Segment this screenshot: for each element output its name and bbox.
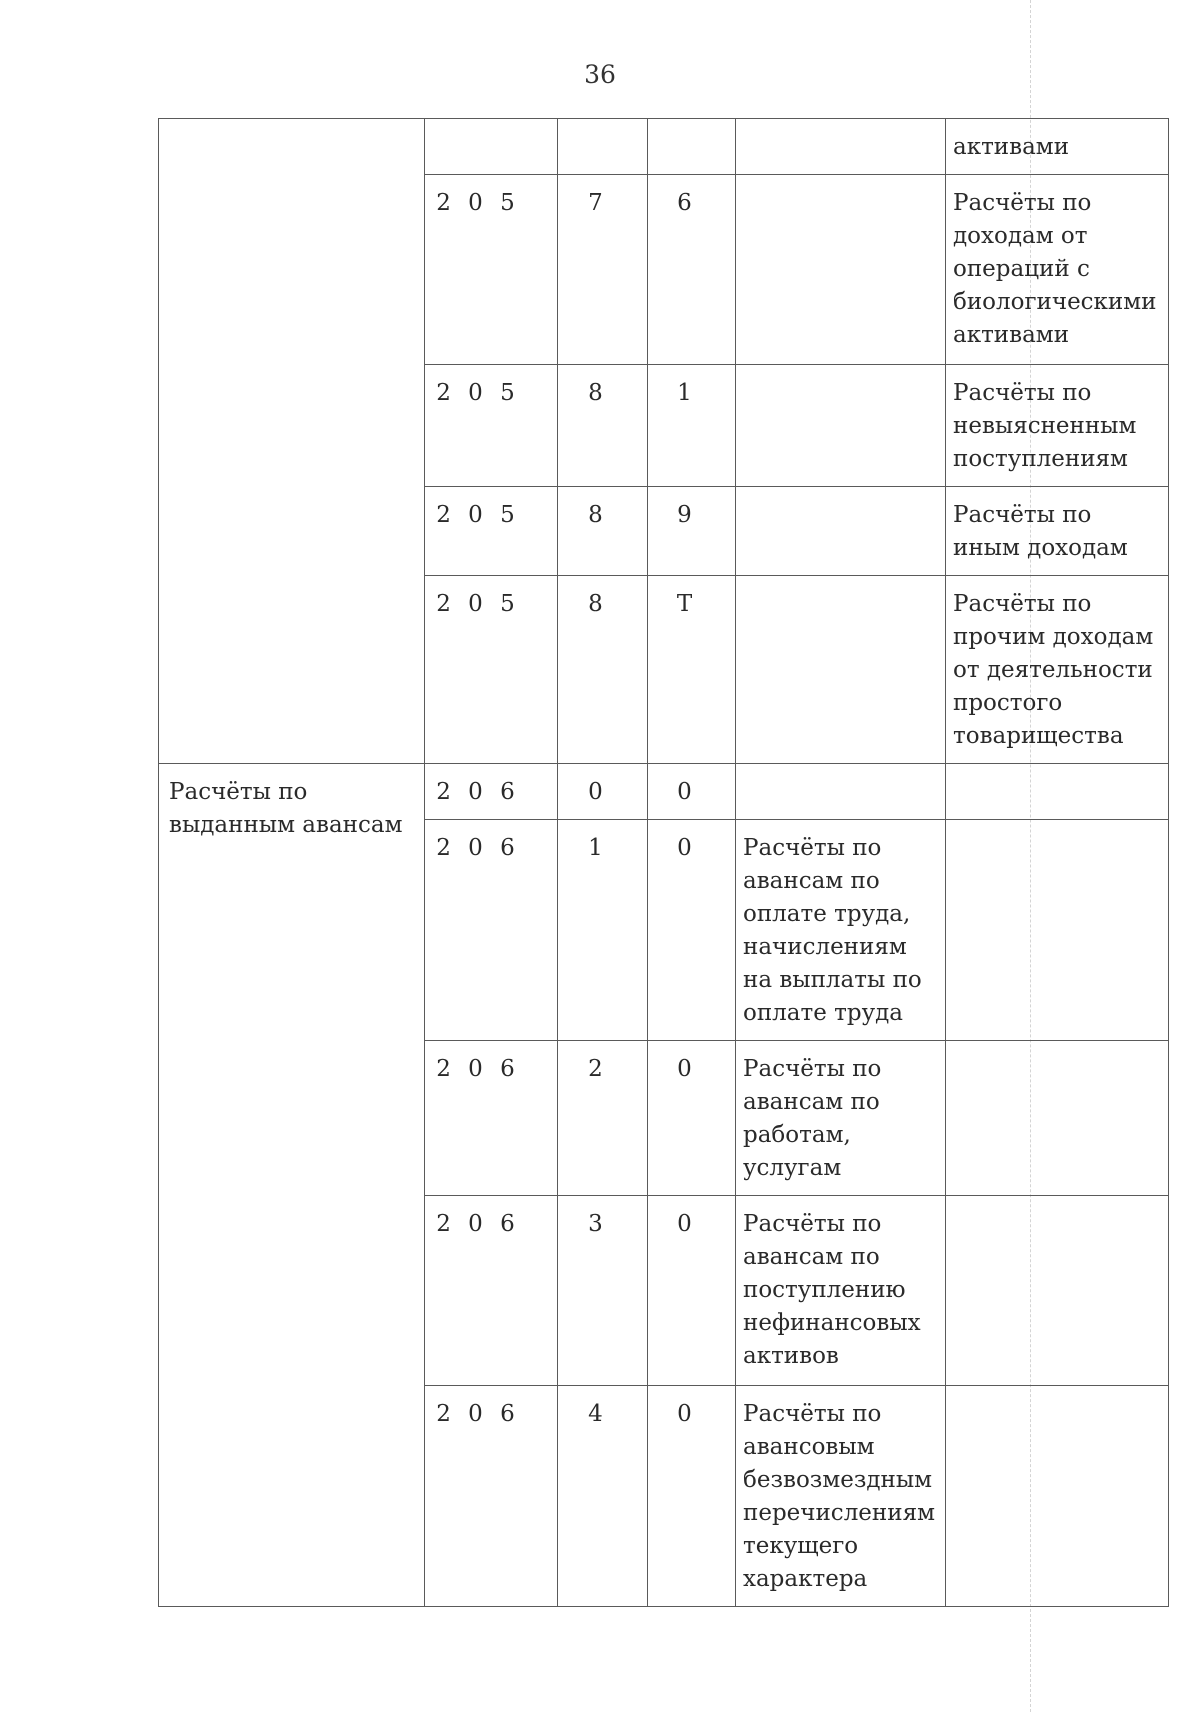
analytic-code-1-cell: 8 (558, 576, 648, 764)
analytic-code-2-cell: 0 (648, 1196, 736, 1386)
description-level-1-cell: Расчёты по авансам по оплате труда, начислениям на выплаты по оплате труда (736, 820, 946, 1041)
analytic-code-1-cell: 8 (558, 365, 648, 487)
description-level-1-cell (736, 764, 946, 820)
page-number: 36 (584, 60, 616, 89)
description-level-1-cell (736, 175, 946, 365)
table-row (159, 764, 1169, 820)
group-label-cell: Расчёты по выданным авансам (159, 764, 425, 1607)
analytic-code-2-cell: 0 (648, 820, 736, 1041)
analytic-code-2-cell: 1 (648, 365, 736, 487)
account-code-cell (425, 119, 558, 175)
analytic-code-2-cell: Т (648, 576, 736, 764)
analytic-code-1-cell: 8 (558, 487, 648, 576)
analytic-code-2-cell: 9 (648, 487, 736, 576)
description-level-2-cell (946, 764, 1169, 820)
description-level-2-cell: Расчёты по невыясненным поступлениям (946, 365, 1169, 487)
description-level-1-cell: Расчёты по авансам по работам, услугам (736, 1041, 946, 1196)
analytic-code-1-cell: 0 (558, 764, 648, 820)
analytic-code-2-cell: 0 (648, 1041, 736, 1196)
analytic-code-1-cell: 2 (558, 1041, 648, 1196)
account-code-cell: 2 0 6 (425, 1196, 558, 1386)
account-code-cell: 2 0 6 (425, 1041, 558, 1196)
description-level-2-cell (946, 820, 1169, 1041)
account-code-cell: 2 0 5 (425, 365, 558, 487)
table-row (159, 119, 1169, 175)
description-level-2-cell: Расчёты по доходам от операций с биологическими активами (946, 175, 1169, 365)
analytic-code-1-cell: 3 (558, 1196, 648, 1386)
description-level-2-cell (946, 1041, 1169, 1196)
account-code-cell: 2 0 6 (425, 820, 558, 1041)
account-code-cell: 2 0 5 (425, 487, 558, 576)
account-code-cell: 2 0 6 (425, 1386, 558, 1607)
analytic-code-1-cell: 1 (558, 820, 648, 1041)
account-code-cell: 2 0 6 (425, 764, 558, 820)
description-level-1-cell (736, 365, 946, 487)
description-level-1-cell: Расчёты по авансовым безвозмездным перечислениям текущего характера (736, 1386, 946, 1607)
description-level-2-cell: Расчёты по иным доходам (946, 487, 1169, 576)
description-level-2-cell: активами (946, 119, 1169, 175)
group-label-cell (159, 119, 425, 764)
description-level-2-cell: Расчёты по прочим доходам от деятельности простого товарищества (946, 576, 1169, 764)
analytic-code-2-cell (648, 119, 736, 175)
description-level-1-cell (736, 576, 946, 764)
account-code-cell: 2 0 5 (425, 576, 558, 764)
analytic-code-2-cell: 0 (648, 764, 736, 820)
description-level-2-cell (946, 1196, 1169, 1386)
account-code-cell: 2 0 5 (425, 175, 558, 365)
analytic-code-2-cell: 6 (648, 175, 736, 365)
description-level-2-cell (946, 1386, 1169, 1607)
analytic-code-1-cell (558, 119, 648, 175)
account-table (158, 118, 1169, 1607)
description-level-1-cell (736, 119, 946, 175)
description-level-1-cell (736, 487, 946, 576)
description-level-1-cell: Расчёты по авансам по поступлению нефинансовых активов (736, 1196, 946, 1386)
analytic-code-1-cell: 7 (558, 175, 648, 365)
analytic-code-1-cell: 4 (558, 1386, 648, 1607)
analytic-code-2-cell: 0 (648, 1386, 736, 1607)
